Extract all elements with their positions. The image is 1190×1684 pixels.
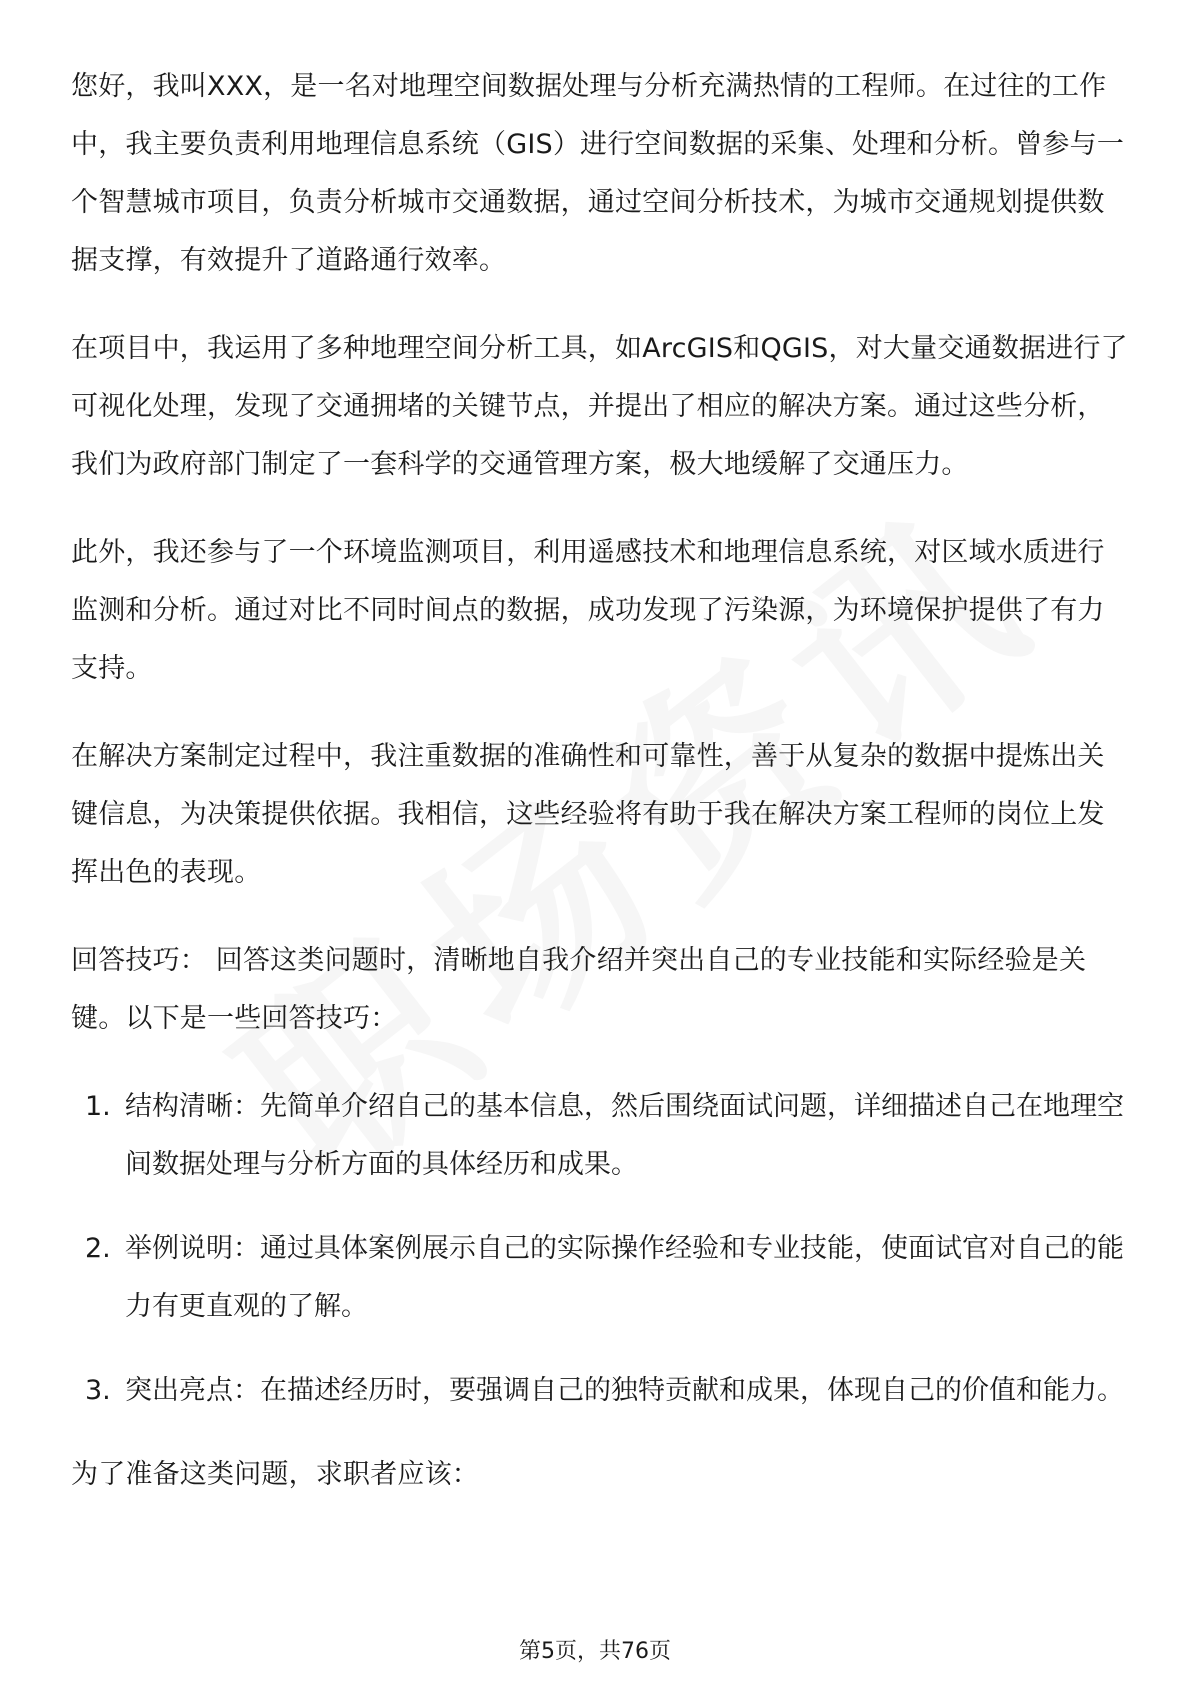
page-footer: 第5页，共76页 — [519, 1639, 671, 1664]
list-item — [71, 1220, 1131, 1336]
paragraph-environment: 此外，我还参与了一个环境监测项目，利用遥感技术和地理信息系统，对区域水质进行监测和分析。通过对比不同时间点的数据，成功发现了污染源，为环境保护提供了有力支持。 — [71, 537, 1105, 684]
document-body — [71, 58, 1131, 1534]
list-item-text: 举例说明：通过具体案例展示自己的实际操作经验和专业技能，使面试官对自己的能力有更直观的了解。 — [125, 1233, 1124, 1322]
paragraph-intro: 您好，我叫XXX，是一名对地理空间数据处理与分析充满热情的工程师。在过往的工作中，我主要负责利用地理信息系统（GIS）进行空间数据的采集、处理和分析。曾参与一个智慧城市项目，负责分析城市交通数据，通过空间分析技术，为城市交通规划提供数据支撑，有效提升了道路通行效率。 — [71, 71, 1125, 276]
list-item — [71, 1078, 1131, 1194]
list-item-number: 3. — [85, 1375, 111, 1406]
list-item — [71, 1362, 1131, 1420]
list-item-text: 突出亮点：在描述经历时，要强调自己的独特贡献和成果，体现自己的价值和能力。 — [125, 1375, 1124, 1406]
list-item-text: 结构清晰：先简单介绍自己的基本信息，然后围绕面试问题，详细描述自己在地理空间数据处理与分析方面的具体经历和成果。 — [125, 1091, 1124, 1180]
tips-list — [71, 1078, 1131, 1420]
paragraph-solution: 在解决方案制定过程中，我注重数据的准确性和可靠性，善于从复杂的数据中提炼出关键信息，为决策提供依据。我相信，这些经验将有助于我在解决方案工程师的岗位上发挥出色的表现。 — [71, 741, 1105, 888]
list-item-number: 2. — [85, 1233, 111, 1264]
paragraph-closing: 为了准备这类问题，求职者应该： — [71, 1459, 479, 1490]
paragraph-answer-tips: 回答技巧： 回答这类问题时，清晰地自我介绍并突出自己的专业技能和实际经验是关键。以下是一些回答技巧： — [71, 945, 1087, 1034]
paragraph-project: 在项目中，我运用了多种地理空间分析工具，如ArcGIS和QGIS，对大量交通数据进行了可视化处理，发现了交通拥堵的关键节点，并提出了相应的解决方案。通过这些分析，我们为政府部门制定了一套科学的交通管理方案，极大地缓解了交通压力。 — [71, 333, 1128, 480]
list-item-number: 1. — [85, 1091, 111, 1122]
